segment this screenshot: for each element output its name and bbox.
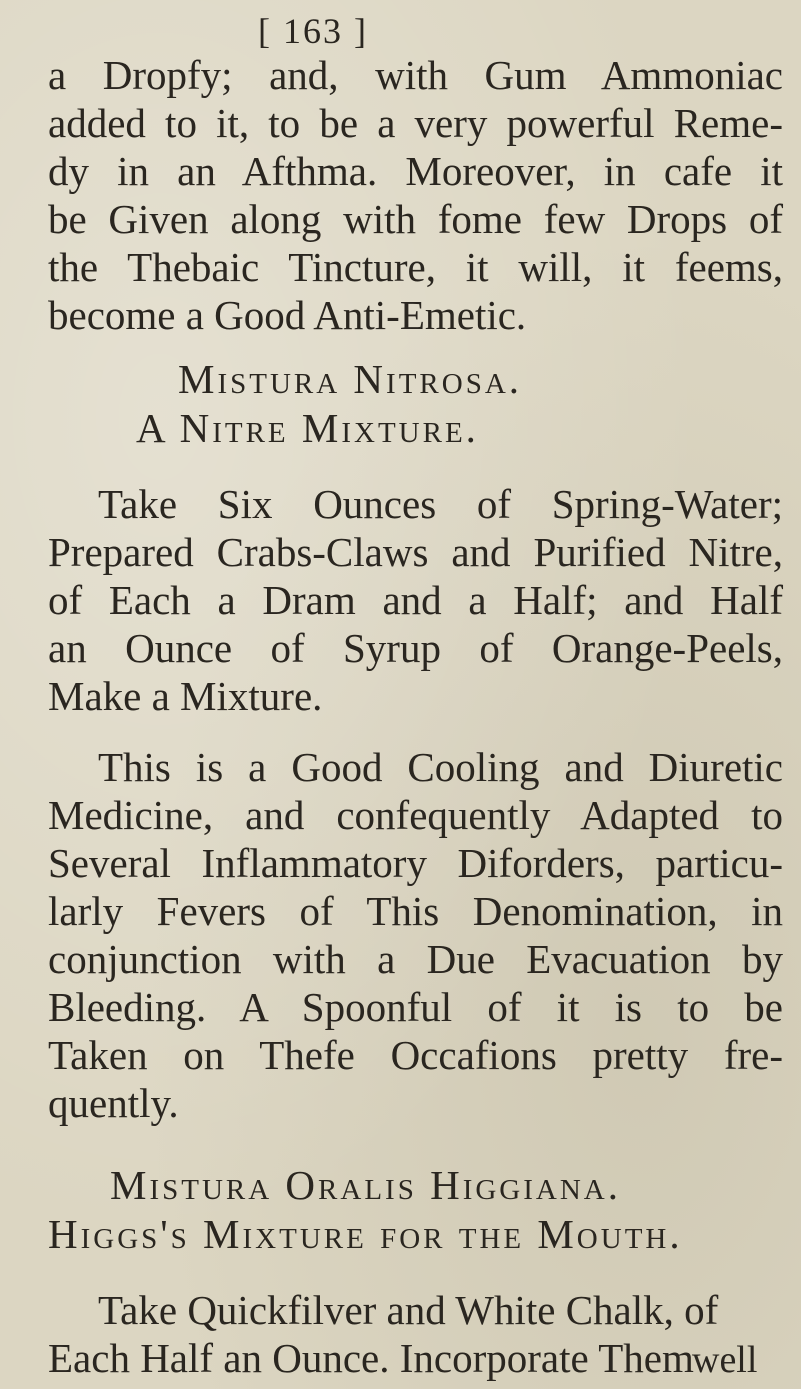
section-heading-english: A Nitre Mixture. — [136, 405, 479, 451]
section-heading-latin: Mistura Nitrosa. — [178, 356, 523, 402]
text-line: the Thebaic Tincture, it will, it feems, — [48, 244, 783, 290]
text-line: quently. — [48, 1080, 179, 1126]
text-line: added to it, to be a very powerful Reme- — [48, 100, 783, 146]
page-number: [ 163 ] — [258, 11, 368, 51]
text-line: Take Quickfilver and White Chalk, of — [98, 1287, 719, 1333]
text-line: an Ounce of Syrup of Orange-Peels, — [48, 625, 783, 671]
text-line: This is a Good Cooling and Diuretic — [98, 744, 783, 790]
text-line: Taken on Thefe Occafions pretty fre- — [48, 1032, 783, 1078]
text-line: Each Half an Ounce. Incorporate Them — [48, 1335, 694, 1381]
text-line: be Given along with fome few Drops of — [48, 196, 783, 242]
text-line: a Dropfy; and, with Gum Ammoniac — [48, 52, 783, 98]
text-line: of Each a Dram and a Half; and Half — [48, 577, 783, 623]
text-line: Prepared Crabs-Claws and Purified Nitre, — [48, 529, 783, 575]
text-line: Bleeding. A Spoonful of it is to be — [48, 984, 783, 1030]
section-heading-english: Higgs's Mixture for the Mouth. — [48, 1211, 683, 1257]
text-line: Take Six Ounces of Spring-Water; — [98, 481, 783, 527]
text-line: conjunction with a Due Evacuation by — [48, 936, 783, 982]
text-line: dy in an Afthma. Moreover, in cafe it — [48, 148, 783, 194]
text-line: become a Good Anti-Emetic. — [48, 292, 527, 338]
text-line: Several Inflammatory Diforders, particu- — [48, 840, 783, 886]
catchword: well — [692, 1339, 758, 1381]
text-line: larly Fevers of This Denomination, in — [48, 888, 783, 934]
text-line: Medicine, and confequently Adapted to — [48, 792, 783, 838]
text-line: Make a Mixture. — [48, 673, 323, 719]
section-heading-latin: Mistura Oralis Higgiana. — [110, 1162, 621, 1208]
